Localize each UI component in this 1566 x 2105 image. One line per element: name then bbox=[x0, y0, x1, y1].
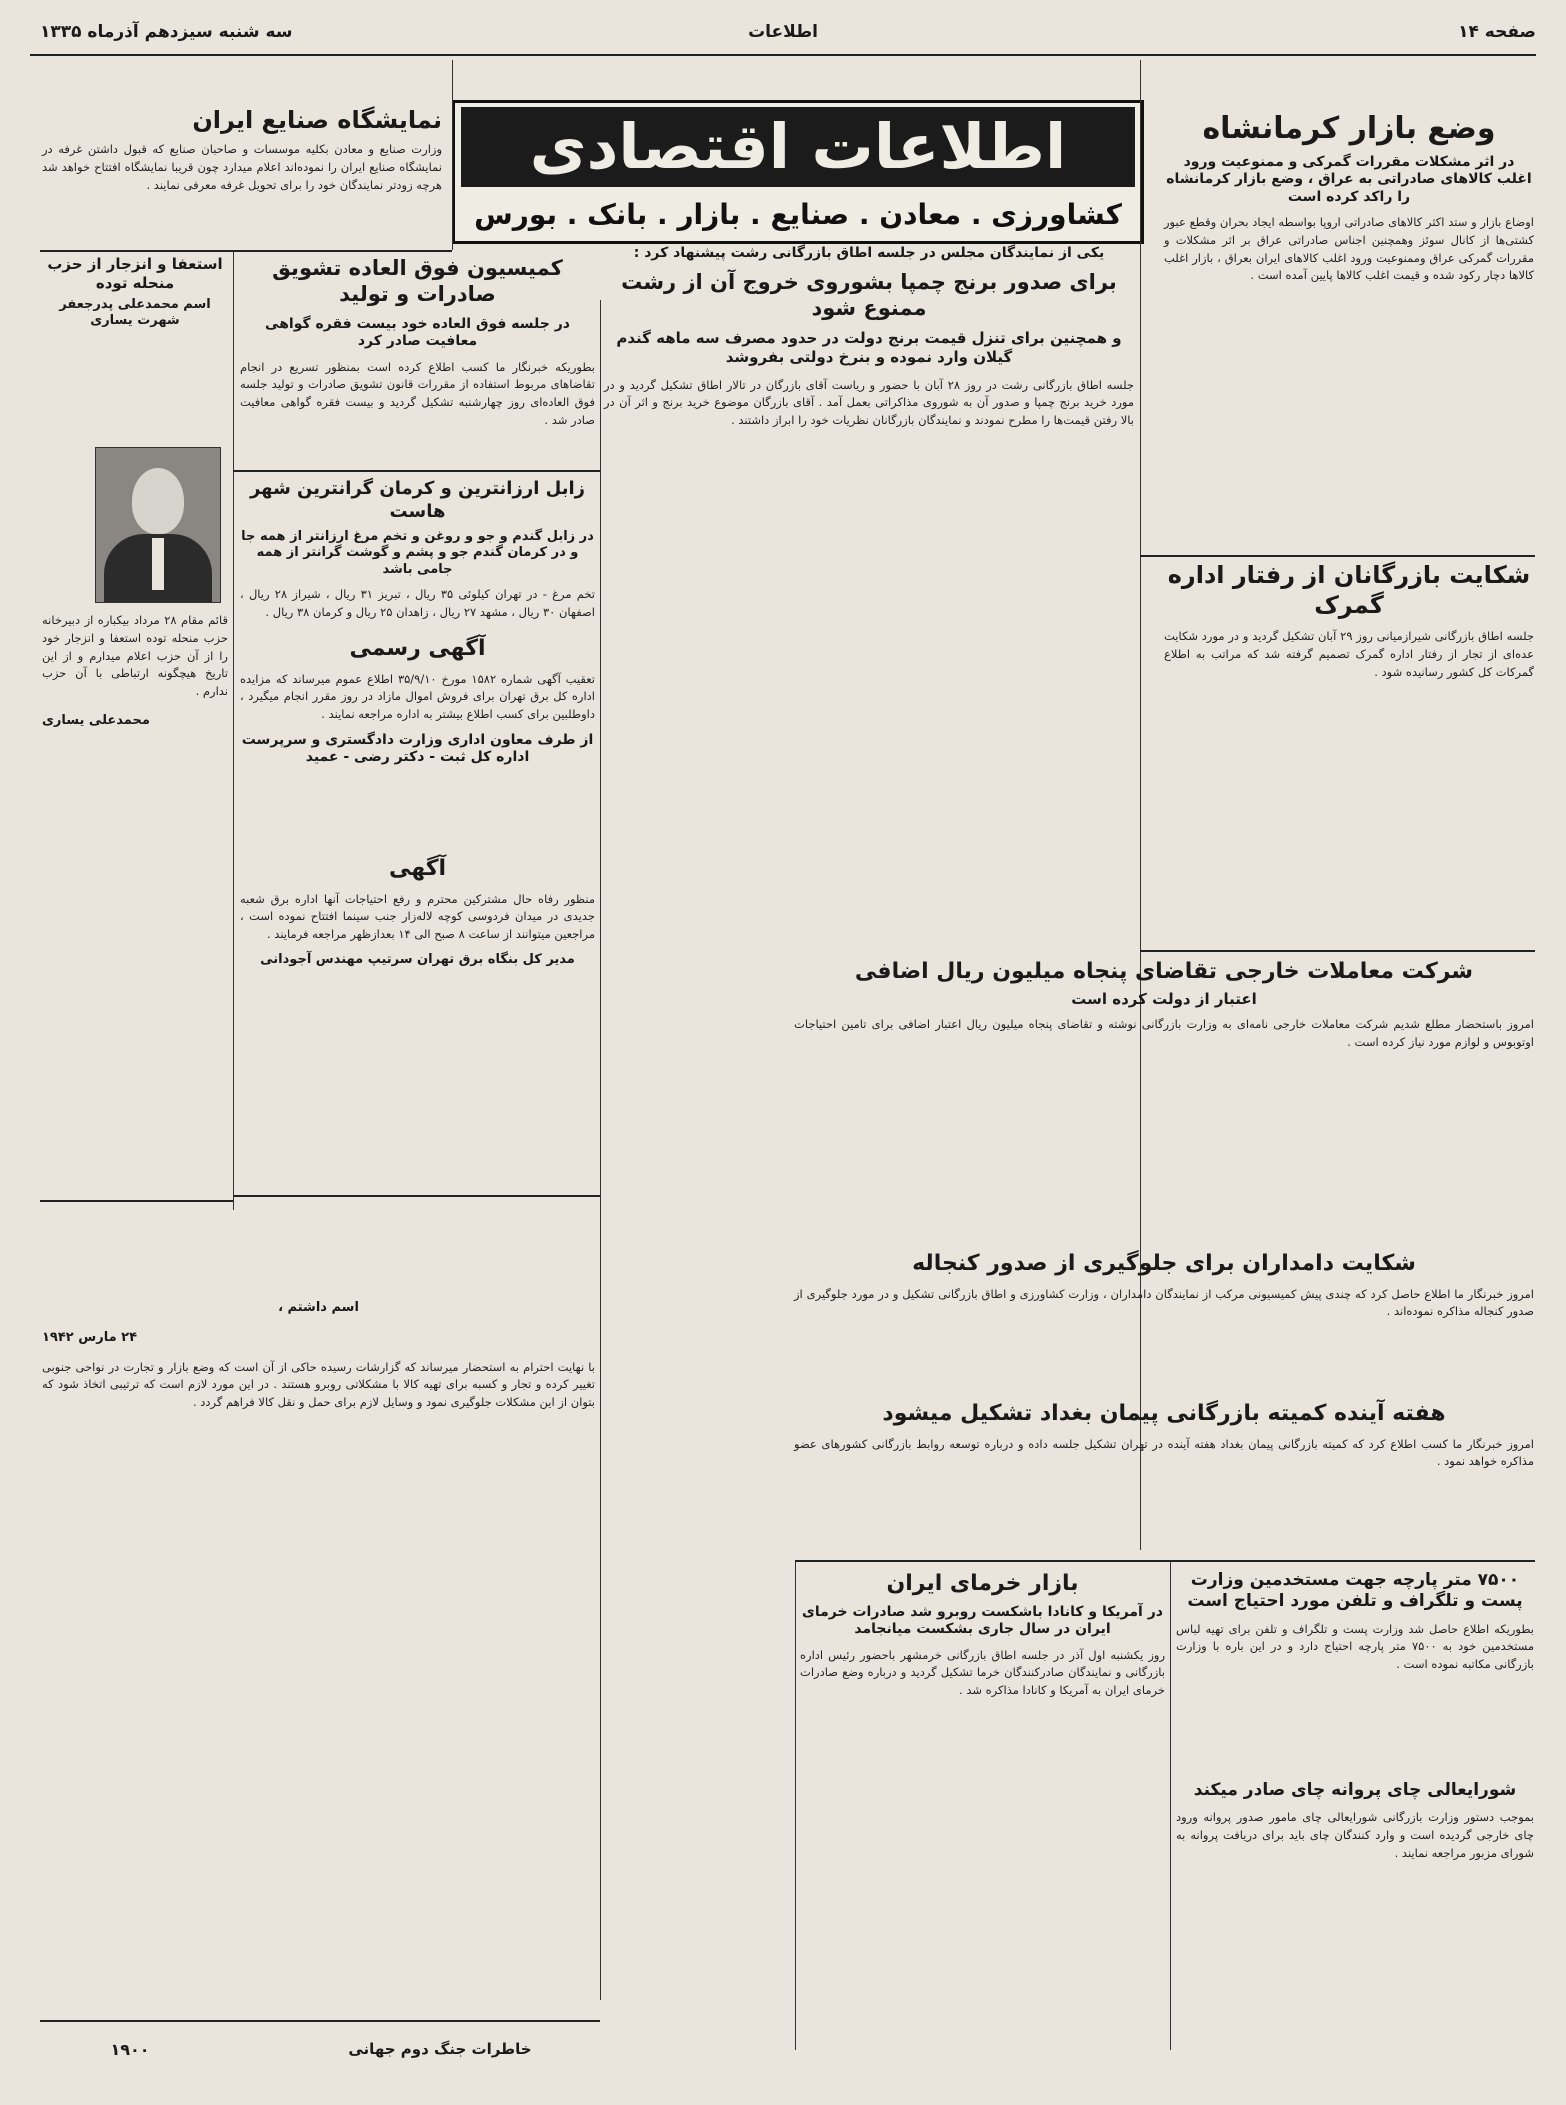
headline: استعفا و انزجار از حزب منحله توده bbox=[47, 255, 223, 292]
column-rule bbox=[233, 470, 600, 472]
kicker: یکی از نمایندگان مجلس در جلسه اطاق بازرگانی رشت پیشنهاد کرد : bbox=[633, 245, 1105, 261]
masthead-subtitle: کشاورزی . معادن . صنایع . بازار . بانک . بورس bbox=[474, 198, 1122, 231]
notice-footer: از طرف معاون اداری وزارت دادگستری و سرپرست اداره کل ثبت - دکتر رضی - عمید bbox=[241, 731, 594, 766]
deck: در آمریکا و کانادا باشکست روبرو شد صادرات خرمای ایران در سال جاری بشکست میانجامد bbox=[802, 1603, 1163, 1637]
article-body: بطوریکه خبرنگار ما کسب اطلاع کرده است بمنظور تسریع در انجام تقاضاهای مربوط استفاده از مقررات قانون تشویق صادرات و تولید جلسه فوق العاده‌ای روز چهارشنبه تشکیل گردید و بیست فقره گواهی معافیت صادر شد . bbox=[240, 359, 595, 427]
kermanshah-article bbox=[1164, 110, 1534, 285]
column-rule bbox=[1140, 950, 1535, 952]
headline: شکایت دامداران برای جلوگیری از صدور کنجاله bbox=[912, 1251, 1416, 1276]
article-body: قائم مقام ۲۸ مرداد بیکباره از دبیرخانه حزب منحله توده استعفا و انزجار خود را از آن حزب اعلام میدارم و از این تاریخ هیچگونه ارتباطی با آن حزب ندارم . bbox=[42, 613, 228, 699]
memoir-article bbox=[42, 1300, 595, 1412]
page-number: صفحه ۱۴ bbox=[1458, 22, 1536, 42]
official-notice bbox=[240, 635, 595, 767]
column-rule bbox=[40, 1200, 233, 1202]
column-rule bbox=[40, 2020, 600, 2022]
deck: و همچنین برای تنزل قیمت برنج دولت در حدود مصرف سه ماهه گندم گیلان وارد نموده و بنرخ دولتی بفروشد bbox=[616, 329, 1122, 366]
article-body: امروز خبرنگار ما اطلاع حاصل کرد که چندی پیش کمیسیونی مرکب از نمایندگان دامداران ، وزارت کشاورزی و اطاق بازرگانی تشکیل و در مورد جلوگیری از صدور کنجاله مذاکره نموده‌اند . bbox=[794, 1286, 1534, 1319]
column-rule bbox=[452, 60, 453, 250]
headline: شکایت بازرگانان از رفتار اداره گمرک bbox=[1167, 561, 1531, 619]
column-rule bbox=[233, 1195, 600, 1197]
complaint-article bbox=[1164, 560, 1534, 681]
lede: در اثر مشکلات مقررات گمرکی و ممنوعیت ورود اغلب کالاهای صادراتی به عراق ، وضع بازار کرمانشاه را راکد کرده است bbox=[1166, 153, 1532, 205]
headline: برای صدور برنج چمپا بشوروی خروج آن از رشت ممنوع شود bbox=[621, 269, 1117, 320]
article-body: تخم مرغ - در تهران کیلوئی ۳۵ ریال ، تبریز ۳۱ ریال ، شیراز ۲۸ ریال ، اصفهان ۳۰ ریال ، مشهد ۲۷ ریال ، زاهدان ۲۵ ریال و کرمان ۳۸ ریال . bbox=[240, 586, 596, 619]
commission-article bbox=[240, 255, 595, 430]
salutation: اسم داشتم ، bbox=[278, 1300, 359, 1315]
article-body: با نهایت احترام به استحضار میرساند که گزارشات رسیده حاکی از آن است که وضع بازار و تجارت در نواحی جنوبی تغییر کرده و تجار و کسبه برای تهیه کالا با مشکلاتی روبرو هستند . در این مورد لازم است که ترتیبی اتخاذ شود که بتوان از این مشکلات جلوگیری نمود و وسایل لازم برای حمل و نقل کالا فراهم گردد . bbox=[42, 1359, 595, 1410]
column-rule bbox=[795, 1560, 1535, 1562]
header-rule bbox=[30, 54, 1536, 56]
article-body: جلسه اطاق بازرگانی رشت در روز ۲۸ آبان با حضور و ریاست آقای بازرگان در تالار اطاق تشکیل گردید و در مورد خرید برنج چمپا و صدور آن به شوروی مذاکراتی بعمل آمد . آقای بازرگان موضوع خرید برنج و اثر آن در بالا رفتن قیمت‌ها را مطرح نمودند و نمایندگان بازرگانان نظریات خود را ابراز داشتند . bbox=[604, 377, 1134, 428]
signature: محمدعلی یساری bbox=[42, 713, 150, 729]
signature: مدیر کل بنگاه برق تهران سرتیپ مهندس آجودانی bbox=[260, 951, 575, 967]
person-name: اسم محمدعلی پدرجعفر شهرت یساری bbox=[59, 296, 211, 328]
deck: اعتبار از دولت کرده است bbox=[1071, 989, 1257, 1008]
headline: هفته آینده کمیته بازرگانی پیمان بغداد تشکیل میشود bbox=[882, 1401, 1446, 1426]
column-rule bbox=[1140, 555, 1535, 557]
headline: آگهی رسمی bbox=[349, 636, 486, 661]
dates-article bbox=[800, 1570, 1165, 1700]
article-body: روز یکشنبه اول آذر در جلسه اطاق بازرگانی خرمشهر باحضور رئیس اداره بازرگانی و نمایندگان صادرکنندگان خرما تشکیل گردید و درباره وضع صادرات خرمای ایران به آمریکا و کانادا مذاکره شد . bbox=[800, 1647, 1165, 1698]
masthead bbox=[452, 100, 1144, 244]
headline: نمایشگاه صنایع ایران bbox=[192, 106, 442, 134]
article-body: اوضاع بازار و ستد اکثر کالاهای صادراتی اروپا بواسطه ایجاد بحران وقطع عبور کشتی‌ها از کانال سوئز وهمچنین اجناس صادراتی عراق بر اثر مشکلات و مقررات گمرکی عراق وممنوعیت ورود اغلب کالاهای ایران بعراق ، بازار اغلب کالاها دچار رکود شده و قیمت اغلب کالاها پایین آمده است . bbox=[1164, 215, 1534, 283]
article-body: بطوریکه اطلاع حاصل شد وزارت پست و تلگراف و تلفن برای تهیه لباس مستخدمین خود به ۷۵۰۰ متر پارچه احتیاج دارد و در این باره با وزارت بازرگانی مکاتبه نموده است . bbox=[1176, 1621, 1534, 1672]
headline: شرکت معاملات خارجی تقاضای پنجاه میلیون ریال اضافی bbox=[854, 959, 1474, 984]
article-body: امروز خبرنگار ما کسب اطلاع کرد که کمیته بازرگانی پیمان بغداد هفته آینده در تهران تشکیل جلسه داده و درباره توسعه روابط بازرگانی کشورهای عضو مذاکره خواهد نمود . bbox=[794, 1436, 1534, 1469]
foreign-trade-article bbox=[794, 958, 1534, 1052]
column-rule bbox=[233, 250, 234, 1210]
headline: کمیسیون فوق العاده تشویق صادرات و تولید bbox=[272, 256, 563, 307]
masthead-title: اطلاعات اقتصادی bbox=[461, 107, 1135, 187]
deck: در جلسه فوق العاده خود بیست فقره گواهی معافیت صادر کرد bbox=[265, 315, 570, 349]
letter-date: ۲۴ مارس ۱۹۴۲ bbox=[42, 1330, 138, 1346]
memoir-footer: خاطرات جنگ دوم جهانی bbox=[348, 2040, 532, 2058]
footer-number: ۱۹۰۰ bbox=[110, 2040, 150, 2059]
column-rule bbox=[40, 250, 452, 252]
committee-article bbox=[794, 1400, 1534, 1471]
article-body: تعقیب آگهی شماره ۱۵۸۲ مورخ ۳۵/۹/۱۰ اطلاع عموم میرساند که مزایده اداره کل برق تهران برای فروش اموال مازاد در روز مقرر انجام میگیرد ، داوطلبین برای کسب اطلاع بیشتر به اداره مراجعه نمایند . bbox=[240, 671, 596, 722]
tea-article bbox=[1176, 1780, 1534, 1863]
article-body: منظور رفاه حال مشترکین محترم و رفع احتیاجات آنها اداره برق شعبه جدیدی در میدان فردوسی کوچه لاله‌زار جنب سینما افتتاح نموده است ، مراجعین میتوانند از ساعت ۸ صبح الی ۱۴ بعدازظهر مراجعه فرمایند . bbox=[240, 891, 595, 942]
resignation-article bbox=[42, 255, 228, 329]
column-rule bbox=[1170, 1560, 1171, 2050]
column-rule bbox=[1140, 60, 1141, 1550]
article-body: امروز باستحضار مطلع شدیم شرکت معاملات خارجی نامه‌ای به وزارت بازرگانی نوشته و تقاضای پنجاه میلیون ریال اعتبار اضافی برای تامین احتیاجات اوتوبوس و لوازم مورد نیاز کرده است . bbox=[794, 1017, 1534, 1050]
headline: بازار خرمای ایران bbox=[886, 1571, 1079, 1596]
portrait-photo bbox=[95, 447, 221, 603]
headline: ۷۵۰۰ متر پارچه جهت مستخدمین وزارت پست و تلگراف و تلفن مورد احتیاج است bbox=[1187, 1570, 1523, 1612]
column-rule bbox=[600, 300, 601, 2000]
article-body: وزارت صنایع و معادن بکلیه موسسات و صاحبان صنایع که قبول داشتن غرفه در نمایشگاه صنایع ایران را نموده‌اند اعلام میدارد چون قریبا نمایشگاه افتتاح خواهد شد هرچه زودتر نمایندگان خود را برای تحویل غرفه معرفی نمایند . bbox=[42, 142, 442, 192]
notice bbox=[240, 855, 595, 968]
paper-name: اطلاعات bbox=[748, 22, 818, 42]
article-body: جلسه اطاق بازرگانی شیرازمیانی روز ۲۹ آبان تشکیل گردید و در مورد شکایت عده‌ای از تجار از رفتار اداره گمرک تصمیم گرفته شد که مراتب به اطلاع گمرکات کل کشور رسانیده شود . bbox=[1164, 629, 1534, 679]
cloth-article bbox=[1176, 1570, 1534, 1674]
headline: زابل ارزانترین و کرمان گرانترین شهر هاست bbox=[249, 478, 585, 522]
grain-article bbox=[240, 478, 595, 621]
headline: شورایعالی چای پروانه چای صادر میکند bbox=[1193, 1780, 1517, 1800]
industries-article bbox=[42, 105, 442, 194]
issue-date: سه شنبه سیزدهم آذرماه ۱۳۳۵ bbox=[40, 22, 293, 42]
column-rule bbox=[795, 1560, 796, 2050]
rice-article bbox=[604, 245, 1134, 430]
resignation-body bbox=[42, 612, 228, 729]
ranchers-article bbox=[794, 1250, 1534, 1321]
headline: وضع بازار کرمانشاه bbox=[1202, 111, 1496, 146]
article-body: بموجب دستور وزارت بازرگانی شورایعالی چای مامور صدور پروانه ورود چای خارجی گردیده است و وارد کنندگان چای باید برای دریافت پروانه به شورای مزبور مراجعه نمایند . bbox=[1176, 1810, 1534, 1860]
deck: در زابل گندم و جو و روغن و تخم مرغ ارزانتر از همه جا و در کرمان گندم جو و پشم و گوشت گرانتر از همه جامی باشد bbox=[241, 529, 594, 577]
headline: آگهی bbox=[388, 856, 447, 881]
